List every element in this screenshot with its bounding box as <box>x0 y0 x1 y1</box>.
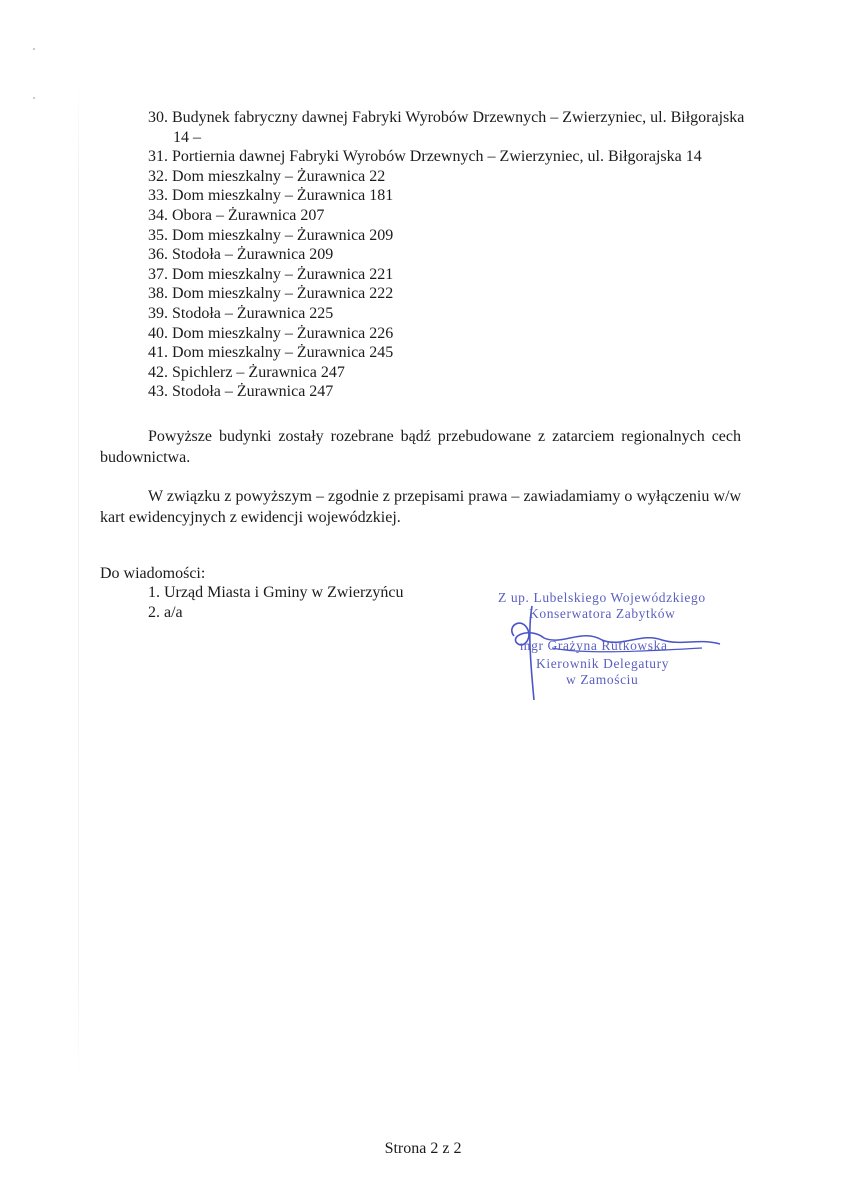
list-item-text: 30. Budynek fabryczny dawnej Fabryki Wyrobów Drzewnych – Zwierzyniec, ul. Biłgorajska 14 – <box>148 109 745 146</box>
recipient-item: 1. Urząd Miasta i Gminy w Zwierzyńcu <box>148 584 404 601</box>
list-item: 39. Stodoła – Żurawnica 225 <box>148 304 334 322</box>
list-item: 31. Portiernia dawnej Fabryki Wyrobów Drzewnych – Zwierzyniec, ul. Biłgorajska 14 <box>148 148 702 166</box>
list-item <box>148 108 758 147</box>
page-number: Strona 2 z 2 <box>384 1140 462 1157</box>
scan-speck <box>33 48 35 50</box>
list-item: 32. Dom mieszkalny – Żurawnica 22 <box>148 167 386 185</box>
list-item: 42. Spichlerz – Żurawnica 247 <box>148 363 345 381</box>
recipient-item: 2. a/a <box>148 604 183 621</box>
list-item: 33. Dom mieszkalny – Żurawnica 181 <box>148 187 394 205</box>
official-stamp <box>492 588 732 708</box>
list-item: 34. Obora – Żurawnica 207 <box>148 206 325 224</box>
stamp-line-authority: Z up. Lubelskiego Wojewódzkiego <box>498 590 706 605</box>
notice-recipient-list <box>148 583 403 623</box>
stamp-line-position: Kierownik Delegatury <box>536 656 670 671</box>
stamp-line-office: Konserwatora Zabytków <box>529 606 676 621</box>
scan-margin-line <box>78 80 79 1080</box>
stamp-line-name: mgr Grażyna Rutkowska <box>520 638 668 653</box>
notice-label: Do wiadomości: <box>100 565 206 582</box>
scan-speck <box>33 97 35 99</box>
list-item: 41. Dom mieszkalny – Żurawnica 245 <box>148 344 394 362</box>
building-list <box>148 108 758 402</box>
list-item: 37. Dom mieszkalny – Żurawnica 221 <box>148 265 394 283</box>
list-item: 40. Dom mieszkalny – Żurawnica 226 <box>148 324 394 342</box>
stamp-line-location: w Zamościu <box>566 672 639 687</box>
paragraph-demolished-buildings: Powyższe budynki zostały rozebrane bądź przebudowane z zatarciem regionalnych cech budownictwa. <box>100 428 741 466</box>
list-item: 43. Stodoła – Żurawnica 247 <box>148 383 334 401</box>
list-item: 35. Dom mieszkalny – Żurawnica 209 <box>148 226 394 244</box>
list-item: 38. Dom mieszkalny – Żurawnica 222 <box>148 285 394 303</box>
list-item: 36. Stodoła – Żurawnica 209 <box>148 246 334 264</box>
paragraph-exclusion-notice: W związku z powyższym – zgodnie z przepisami prawa – zawiadamiamy o wyłączeniu w/w kart ewidencyjnych z ewidencji wojewódzkiej. <box>100 488 741 526</box>
